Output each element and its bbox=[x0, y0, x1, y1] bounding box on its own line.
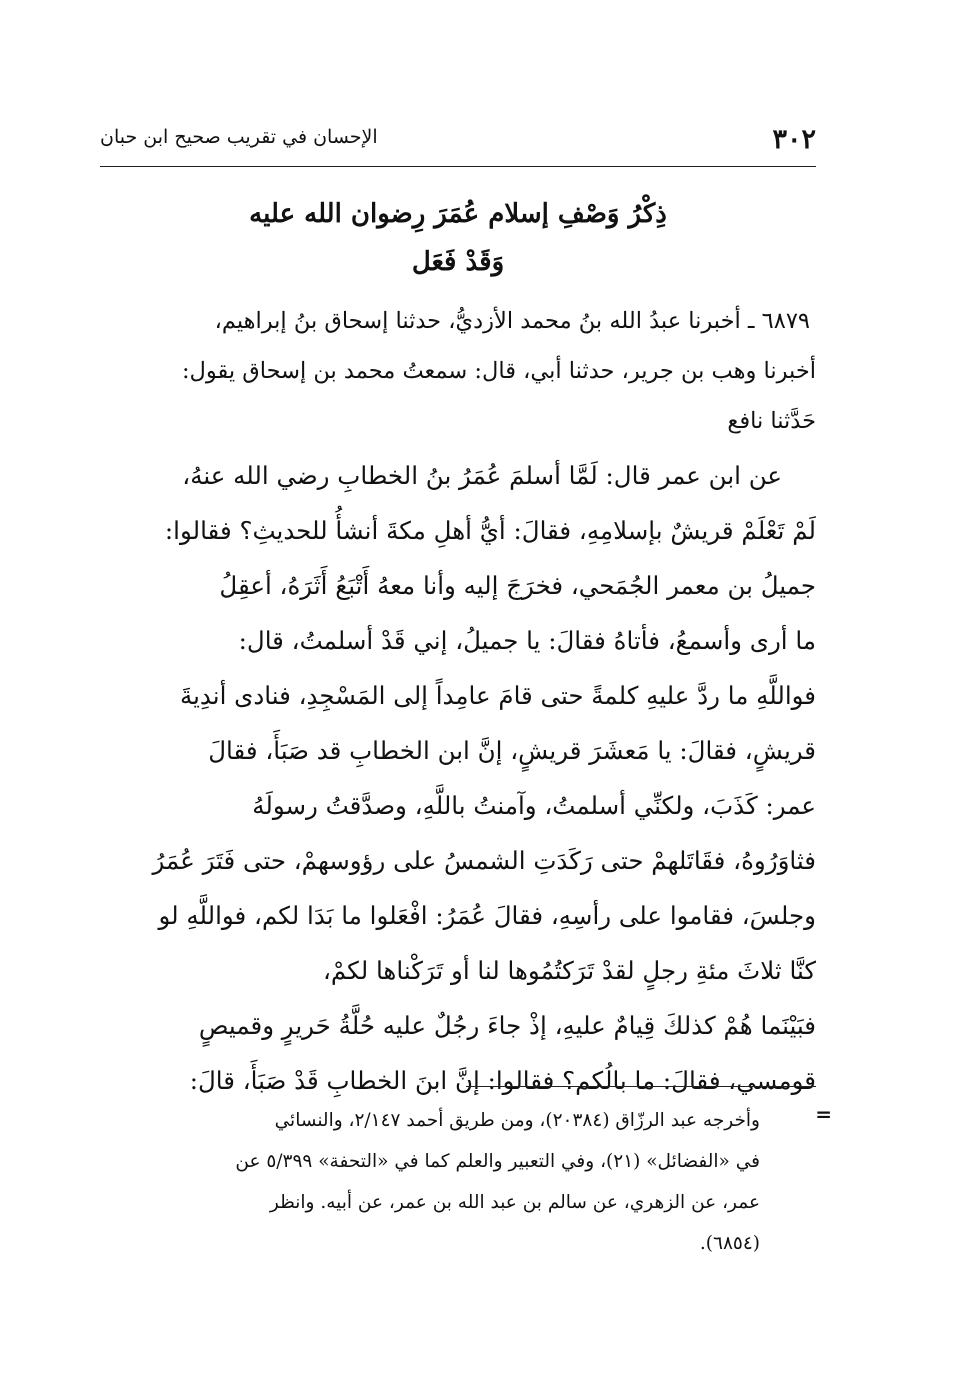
isnad-paragraph bbox=[100, 296, 816, 446]
footnote-line: عمر، عن الزهري، عن سالم بن عبد الله بن عمر، عن أبيه. وانظر bbox=[269, 1192, 760, 1213]
isnad-line: أخبرنا وهب بن جرير، حدثنا أبي، قال: سمعتُ محمد بن إسحاق يقول: bbox=[181, 358, 816, 384]
footnote-line: في «الفضائل» (٢١)، وفي التعبير والعلم كما في «التحفة» ٥/٣٩٩ عن bbox=[235, 1151, 760, 1172]
hadith-line: وجلسَ، فقاموا على رأسِهِ، فقالَ عُمَرُ: افْعَلوا ما بَدَا لكم، فواللَّهِ لو bbox=[158, 901, 816, 930]
hadith-line: قريشٍ، فقالَ: يا مَعشَرَ قريشٍ، إنَّ ابن الخطابِ قد صَبَأَ، فقالَ bbox=[208, 736, 816, 765]
chapter-title bbox=[100, 190, 816, 286]
footnote bbox=[140, 1100, 760, 1264]
chapter-title-line: ذِكْرُ وَصْفِ إسلام عُمَرَ رِضوان الله عليه bbox=[249, 199, 667, 229]
hadith-line: فثاوَرُوهُ، فقَاتَلهمْ حتى رَكَدَتِ الشمسُ على رؤوسهمْ، حتى فَتَرَ عُمَرُ bbox=[152, 846, 816, 875]
page-number: ٣٠٢ bbox=[772, 124, 816, 155]
hadith-line: قومسي، فقالَ: ما بالُكم؟ فقالوا: إنَّ ابنَ الخطابِ قَدْ صَبَأَ، قالَ: bbox=[189, 1066, 816, 1095]
footnote-continuation-mark: = bbox=[815, 1102, 832, 1126]
hadith-line: عمر: كَذَبَ، ولكنِّي أسلمتُ، وآمنتُ باللَّهِ، وصدَّقتُ رسولَهُ bbox=[252, 791, 816, 820]
hadith-line: فبَيْنَما هُمْ كذلكَ قِيامٌ عليهِ، إذْ جاءَ رجُلٌ عليه حُلَّةُ حَريرٍ وقميصٍ bbox=[198, 1011, 816, 1040]
footnote-line: (٦٨٥٤). bbox=[699, 1233, 760, 1254]
chapter-title-line: وَقَدْ فَعَل bbox=[411, 247, 505, 277]
hadith-line: كنَّا ثلاثَ مئةِ رجلٍ لقدْ تَرَكتُمُوها لنا أو تَرَكْناها لكمْ، bbox=[322, 956, 816, 985]
header-divider bbox=[100, 166, 816, 167]
page-header bbox=[100, 120, 816, 160]
hadith-line: ما أرى وأسمعُ، فأتاهُ فقالَ: يا جميلُ، إني قَدْ أسلمتُ، قال: bbox=[238, 626, 816, 655]
hadith-line: لَمْ تَعْلَمْ قريشٌ بإسلامِهِ، فقالَ: أيُّ أهلِ مكةَ أنشأُ للحديثِ؟ فقالوا: bbox=[164, 516, 816, 545]
hadith-line: فواللَّهِ ما ردَّ عليهِ كلمةً حتى قامَ عامِداً إلى المَسْجِدِ، فنادى أندِيةَ bbox=[179, 681, 816, 710]
footnote-divider bbox=[466, 1086, 816, 1087]
running-title: الإحسان في تقريب صحيح ابن حبان bbox=[100, 126, 378, 148]
isnad-line: ٦٨٧٩ ـ أخبرنا عبدُ الله بنُ محمد الأزديُّ، حدثنا إسحاق بنُ إبراهيم، bbox=[214, 308, 810, 334]
hadith-text bbox=[100, 448, 816, 1108]
hadith-line: عن ابن عمر قال: لَمَّا أسلمَ عُمَرُ بنُ الخطابِ رضي الله عنهُ، bbox=[182, 461, 782, 490]
hadith-line: جميلُ بن معمر الجُمَحي، فخرَجَ إليه وأنا معهُ أَتْبَعُ أَثَرَهُ، أعقِلُ bbox=[219, 571, 816, 600]
isnad-line: حَدَّثنا نافع bbox=[727, 408, 816, 434]
footnote-line: وأخرجه عبد الرزّاق (٢٠٣٨٤)، ومن طريق أحمد ٢/١٤٧، والنسائي bbox=[274, 1110, 760, 1131]
